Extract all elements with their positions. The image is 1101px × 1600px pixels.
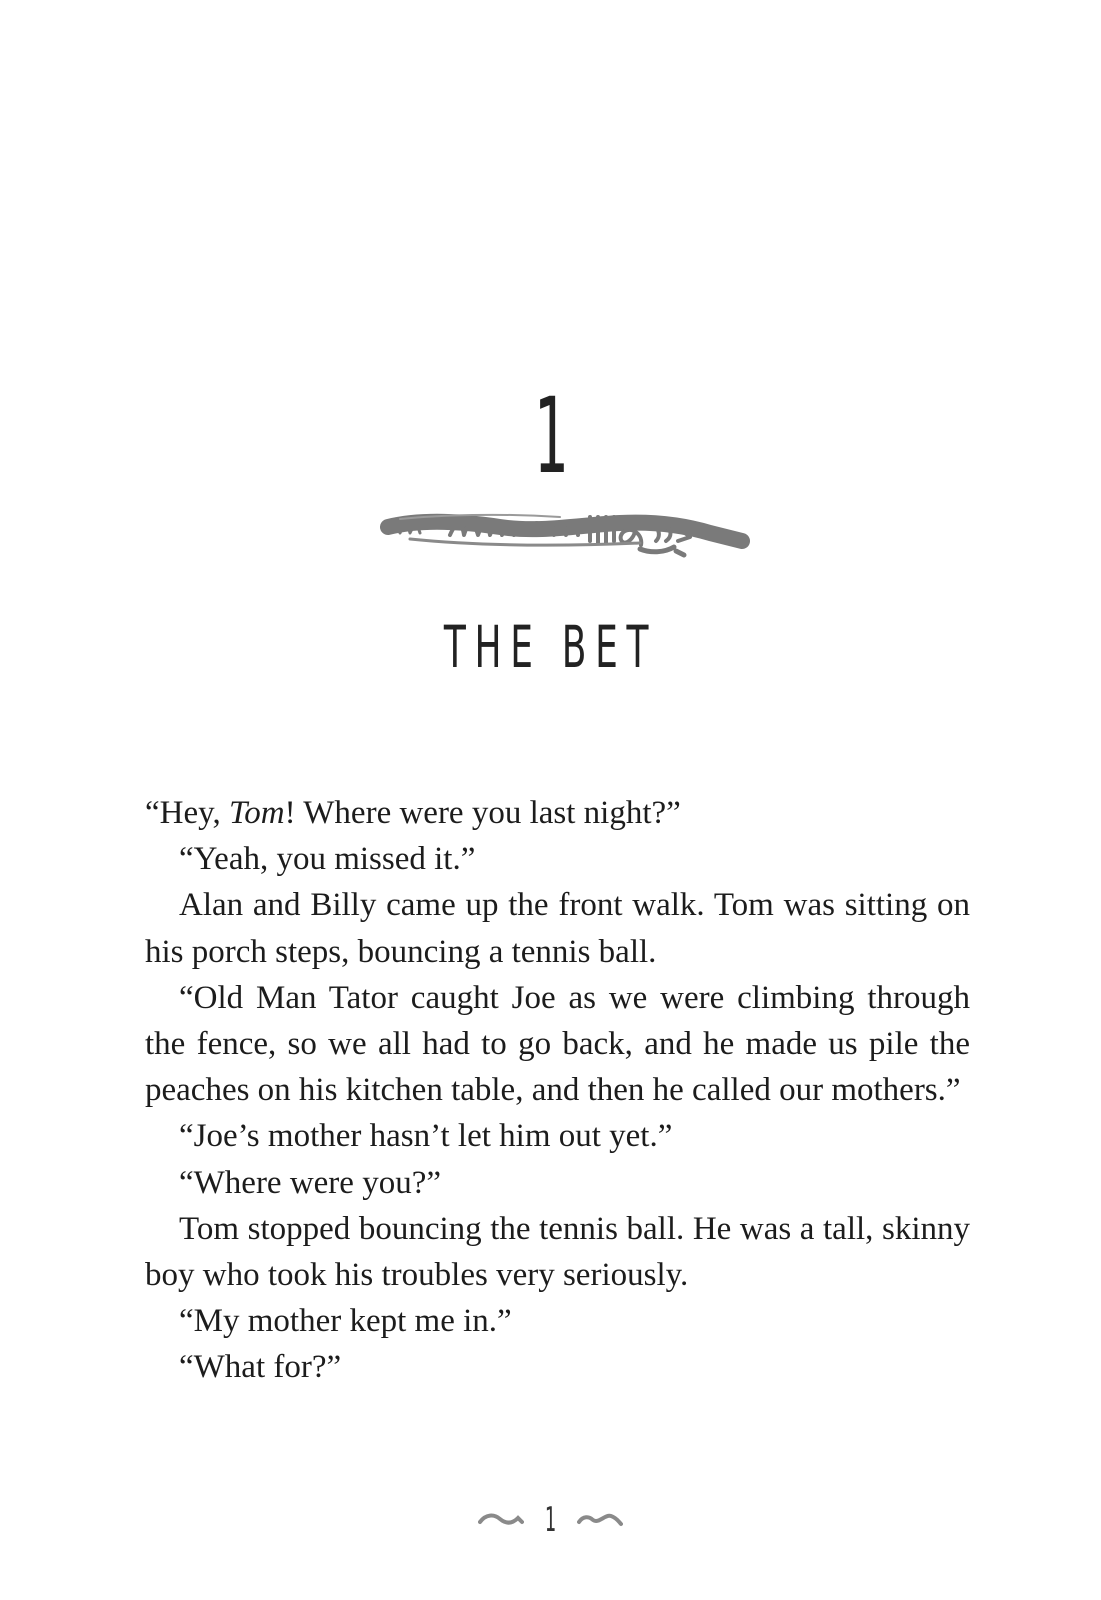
page-footer [0,1500,1101,1540]
body-text [145,790,970,1391]
chapter-title: THE BET [443,613,658,681]
paragraph: Tom stopped bouncing the tennis ball. He was a tall, skinny boy who took his troubles very seriously. [145,1210,970,1294]
swash-left-icon [478,1510,524,1530]
swash-right-icon [577,1510,623,1530]
paragraph: “What for?” [179,1349,342,1386]
paragraph: “Yeah, you missed it.” [179,841,476,878]
paragraph: “Where were you?” [179,1164,441,1201]
paragraph: “My mother kept me in.” [179,1303,512,1340]
paragraph: “Old Man Tator caught Joe as we were climbing through the fence, so we all had to go back, and he made us pile the peaches on his kitchen table, and then he called our mothers.” [145,979,970,1109]
chapter-number: 1 [533,375,568,497]
paragraph: “Joe’s mother hasn’t let him out yet.” [179,1118,673,1155]
page-number: 1 [544,1500,557,1540]
scribble-divider-icon [380,505,760,577]
paragraph: Alan and Billy came up the front walk. Tom was sitting on his porch steps, bouncing a tennis ball. [145,887,970,970]
paragraph: “Hey, Tom! Where were you last night?” [145,795,681,831]
